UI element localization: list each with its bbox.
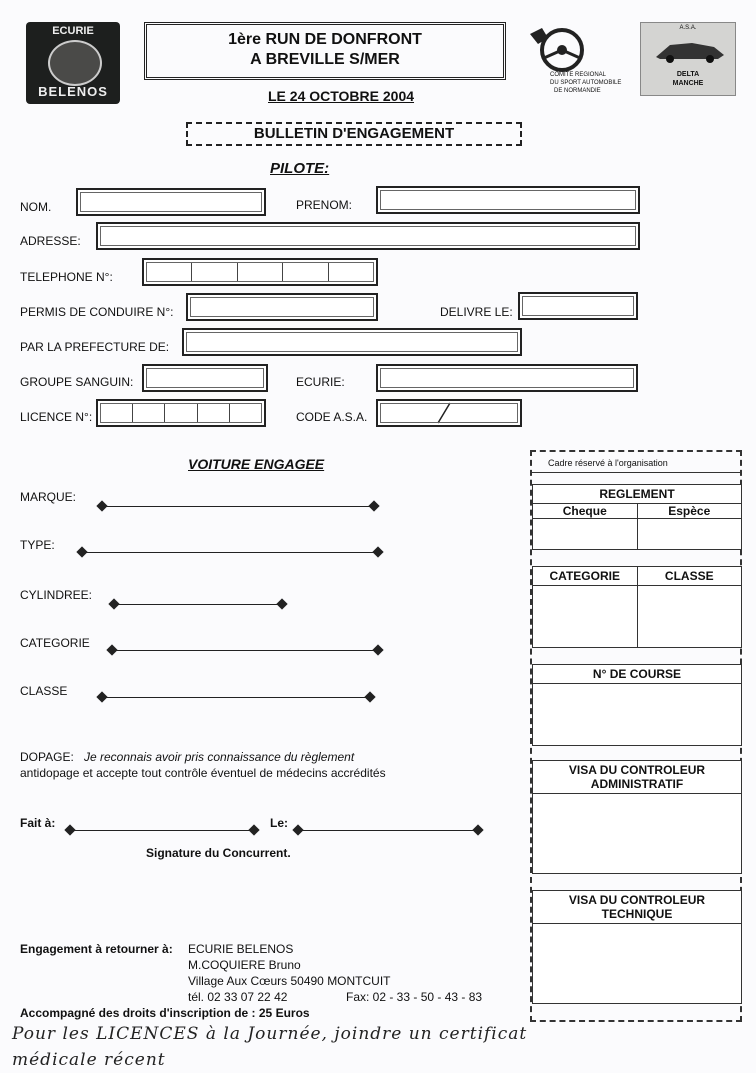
- org-classe-title: CLASSE: [638, 567, 742, 586]
- telephone-field[interactable]: [142, 258, 378, 286]
- telephone-number: tél. 02 33 07 22 42: [188, 990, 288, 1004]
- marque-label: MARQUE:: [20, 490, 77, 504]
- visa-admin-header: [533, 761, 741, 794]
- code-asa-label: CODE A.S.A.: [296, 410, 368, 424]
- handwritten-note-2: médicale récent: [12, 1050, 166, 1070]
- org-categorie-column[interactable]: [533, 567, 638, 647]
- comite-line-1: COMITE REGIONAL: [550, 72, 607, 78]
- classe-label: CLASSE: [20, 684, 68, 698]
- cylindree-line[interactable]: [114, 604, 282, 605]
- le-line[interactable]: [298, 830, 478, 831]
- ecurie-field[interactable]: [376, 364, 638, 392]
- espece-column[interactable]: [638, 504, 742, 550]
- permis-label: PERMIS DE CONDUIRE N°:: [20, 305, 174, 319]
- logo-emblem: [48, 40, 102, 86]
- handwritten-note-1: Pour les LICENCES à la Journée, joindre un certificat: [12, 1024, 528, 1044]
- visa-tech-title-2: TECHNIQUE: [601, 907, 673, 921]
- categorie-line[interactable]: [112, 650, 378, 651]
- org-divider: [532, 472, 742, 473]
- reglement-block: [532, 484, 742, 550]
- fax-number: Fax: 02 - 33 - 50 - 43 - 83: [346, 990, 483, 1004]
- org-categorie-title: CATEGORIE: [533, 567, 637, 586]
- visa-tech-header: [533, 891, 741, 924]
- prefecture-label: PAR LA PREFECTURE DE:: [20, 340, 170, 354]
- pilote-heading: PILOTE:: [270, 160, 330, 177]
- code-asa-field[interactable]: [376, 399, 522, 427]
- no-course-block[interactable]: [532, 664, 742, 746]
- visa-admin-block[interactable]: [532, 760, 742, 874]
- marque-line[interactable]: [102, 506, 374, 507]
- steering-wheel-icon: [528, 24, 588, 74]
- groupe-sanguin-label: GROUPE SANGUIN:: [20, 375, 134, 389]
- categorie-label: CATEGORIE: [20, 636, 90, 650]
- reglement-title: REGLEMENT: [533, 485, 741, 504]
- logo-top-text: ECURIE: [52, 25, 94, 37]
- prefecture-field[interactable]: [182, 328, 522, 356]
- logo-bottom-text: BELENOS: [38, 84, 108, 99]
- dopage-text-2: antidopage et accepte tout contrôle éventuel de médecins accrédités: [20, 766, 386, 780]
- nom-field[interactable]: [76, 188, 266, 216]
- telephone-label: TELEPHONE N°:: [20, 270, 113, 284]
- delivre-label: DELIVRE LE:: [440, 305, 513, 319]
- comite-regional-logo: [520, 24, 620, 104]
- prenom-field[interactable]: [376, 186, 640, 214]
- type-label: TYPE:: [20, 538, 55, 552]
- form-title-text: BULLETIN D'ENGAGEMENT: [253, 125, 455, 142]
- cheque-label: Cheque: [533, 504, 637, 519]
- type-line[interactable]: [82, 552, 378, 553]
- comite-line-3: DE NORMANDIE: [554, 88, 601, 94]
- comite-line-2: DU SPORT AUTOMOBILE: [550, 80, 622, 86]
- form-title: [186, 122, 522, 146]
- race-car-icon: [648, 35, 728, 65]
- droits-inscription: Accompagné des droits d'inscription de : 25 Euros: [20, 1006, 310, 1020]
- delivre-field[interactable]: [518, 292, 638, 320]
- cylindree-label: CYLINDREE:: [20, 588, 93, 602]
- cadre-label: Cadre réservé à l'organisation: [548, 458, 668, 468]
- groupe-sanguin-field[interactable]: [142, 364, 268, 392]
- adresse-label: ADRESSE:: [20, 234, 81, 248]
- voiture-heading: VOITURE ENGAGEE: [188, 456, 325, 472]
- org-classe-column[interactable]: [638, 567, 742, 647]
- visa-admin-title-1: VISA DU CONTROLEUR: [568, 763, 706, 777]
- visa-tech-title-1: VISA DU CONTROLEUR: [568, 893, 706, 907]
- title-line-1: 1ère RUN DE DONFRONT: [228, 31, 422, 48]
- visa-tech-block[interactable]: [532, 890, 742, 1004]
- event-date: LE 24 OCTOBRE 2004: [268, 88, 415, 104]
- licence-field[interactable]: [96, 399, 266, 427]
- reglement-columns: [533, 504, 741, 550]
- address-line-3: Village Aux Cœurs 50490 MONTCUIT: [188, 974, 391, 988]
- asa-delta-manche-logo: [640, 22, 736, 96]
- dopage-text-1: Je reconnais avoir pris connaissance du règlement: [84, 750, 355, 764]
- ecurie-label: ECURIE:: [296, 375, 345, 389]
- address-line-1: ECURIE BELENOS: [188, 942, 294, 956]
- dopage-label: DOPAGE:: [20, 750, 74, 764]
- retour-label: Engagement à retourner à:: [20, 942, 173, 956]
- licence-label: LICENCE N°:: [20, 410, 93, 424]
- signature-label: Signature du Concurrent.: [146, 846, 291, 860]
- asa-line-1: DELTA: [676, 71, 700, 78]
- le-label: Le:: [270, 816, 288, 830]
- no-course-title: N° DE COURSE: [533, 665, 741, 684]
- nom-label: NOM.: [20, 200, 52, 214]
- espece-label: Espèce: [638, 504, 742, 519]
- asa-top-text: A.S.A.: [679, 25, 697, 31]
- prenom-label: PRENOM:: [296, 198, 353, 212]
- address-line-2: M.COQUIERE Bruno: [188, 958, 301, 972]
- permis-field[interactable]: [186, 293, 378, 321]
- classe-line[interactable]: [102, 697, 370, 698]
- adresse-field[interactable]: [96, 222, 640, 250]
- title-line-2: A BREVILLE S/MER: [250, 51, 400, 68]
- fait-a-line[interactable]: [70, 830, 254, 831]
- cheque-column[interactable]: [533, 504, 638, 550]
- ecurie-belenos-logo: [26, 22, 120, 104]
- visa-admin-title-2: ADMINISTRATIF: [590, 777, 684, 791]
- categorie-classe-block: [532, 566, 742, 648]
- fait-a-label: Fait à:: [20, 816, 56, 830]
- slash-mark: [376, 399, 522, 427]
- asa-line-2: MANCHE: [672, 80, 704, 87]
- title-box: [144, 22, 506, 80]
